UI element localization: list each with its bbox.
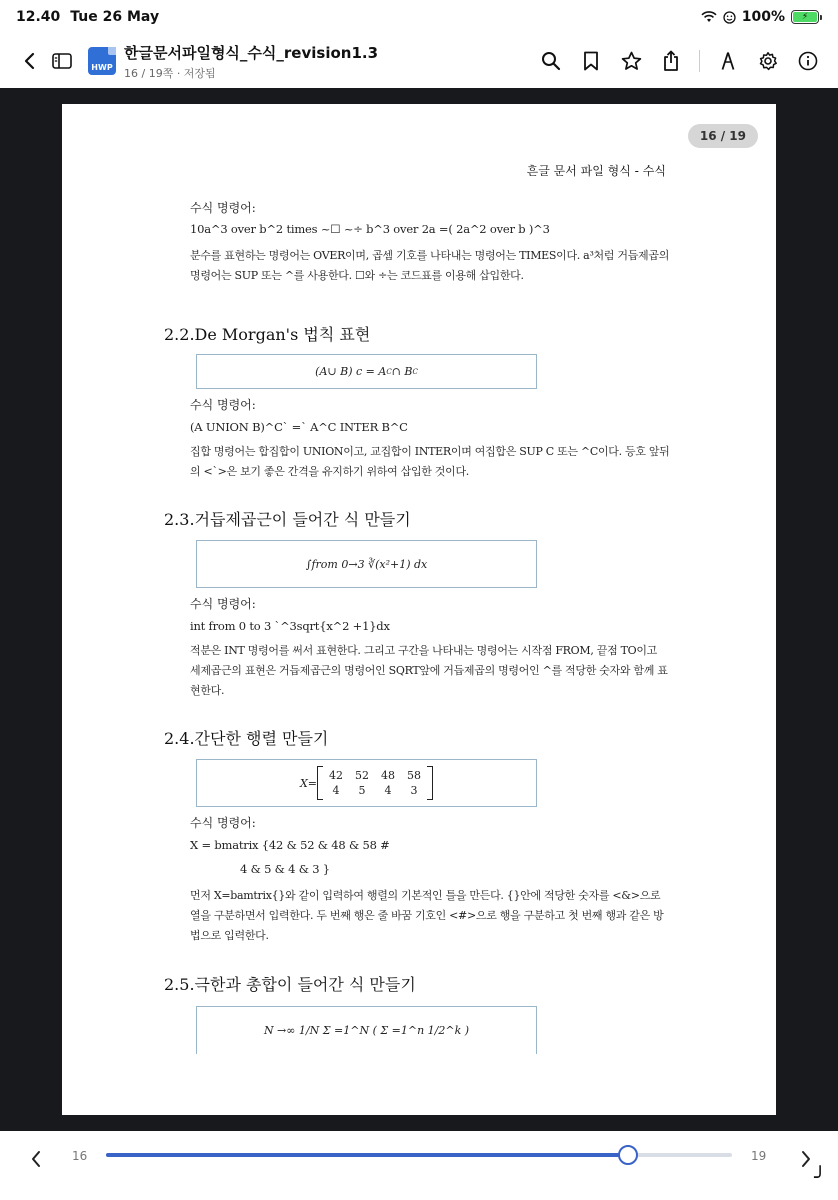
top-toolbar <box>0 34 838 88</box>
settings-button[interactable] <box>752 45 784 77</box>
back-button[interactable] <box>14 45 46 77</box>
pen-nib-icon <box>720 51 736 71</box>
toolbar-divider <box>699 50 700 72</box>
matrix-cell: 42 <box>329 769 344 782</box>
sec2-equation-sup2: C <box>412 367 418 376</box>
page-slider-fill <box>106 1153 628 1157</box>
prev-page-button[interactable] <box>20 1143 52 1175</box>
total-page-number: 19 <box>751 1149 767 1163</box>
sec5-equation-box <box>196 1006 537 1054</box>
sec4-equation-box <box>196 759 537 807</box>
battery-percent: 100% <box>741 9 785 25</box>
pen-tool-button[interactable] <box>712 45 744 77</box>
matrix-row <box>323 768 427 783</box>
sec5-heading: 2.5.극한과 총합이 들어간 식 만들기 <box>164 975 416 994</box>
matrix-cell: 52 <box>355 769 370 782</box>
sec3-label: 수식 명령어: <box>190 597 256 611</box>
sec2-description: 집합 명령어는 합집합이 UNION이고, 교집합이 INTER이며 여집합은 SUP C 또는 ^C이다. 등호 앞뒤의 <`>은 보기 좋은 간격을 유지하기 위하여 삽입한 것이다. <box>190 445 670 478</box>
page-slider[interactable] <box>106 1153 732 1157</box>
sec3-equation: ∫from 0→3 ∛(x²+1) dx <box>305 557 428 571</box>
sec1-command: 10a^3 over b^2 times ~☐ ~÷ b^3 over 2a =( 2a^2 over b )^3 <box>190 222 550 236</box>
matrix <box>317 766 433 800</box>
hwp-file-icon: HWP <box>88 47 116 75</box>
sec4-heading: 2.4.간단한 행렬 만들기 <box>164 729 329 748</box>
info-button[interactable] <box>792 45 824 77</box>
sec3-equation-box <box>196 540 537 588</box>
sec2-equation: (A∪ B) c = A <box>315 365 387 378</box>
sec2-heading: 2.2.De Morgan's 법칙 표현 <box>164 325 371 344</box>
matrix-cell: 58 <box>407 769 422 782</box>
current-page-number: 16 <box>72 1149 88 1163</box>
chevron-left-icon <box>23 52 37 70</box>
favorite-button[interactable] <box>615 45 647 77</box>
sec2-command: (A UNION B)^C` =` A^C INTER B^C <box>190 420 408 434</box>
wifi-icon <box>701 11 717 23</box>
sec4-command-line2: 4 & 5 & 4 & 3 } <box>240 862 330 876</box>
toolbar-actions <box>535 45 824 77</box>
sec1-label: 수식 명령어: <box>190 201 256 215</box>
star-icon <box>621 51 642 71</box>
info-icon <box>798 51 818 71</box>
sec2-equation-mid: ∩ B <box>391 365 413 378</box>
focus-smiley-icon <box>723 11 736 24</box>
document-viewer[interactable] <box>0 88 838 1131</box>
sec2-equation-sup1: C <box>386 367 392 376</box>
page-navigation-bar <box>0 1131 838 1200</box>
chevron-left-icon <box>30 1150 42 1168</box>
status-bar <box>0 0 838 34</box>
share-button[interactable] <box>655 45 687 77</box>
status-date: Tue 26 May <box>70 9 160 25</box>
sec2-equation-box <box>196 354 537 389</box>
search-button[interactable] <box>535 45 567 77</box>
gear-icon <box>758 51 778 71</box>
matrix-cell: 3 <box>410 784 418 797</box>
sec4-description: 먼저 X=bamtrix{}와 같이 입력하여 행렬의 기본적인 틀을 만든다. {}안에 적당한 숫자를 <&>으로 열을 구분하면서 입력한다. 두 번째 행은 줄 바꿈 기호인 <#>으로 행을 구분하고 첫 번째 행과 같은 방법으로 입력한다. <box>190 889 664 942</box>
matrix-table <box>323 768 427 798</box>
bookmark-button[interactable] <box>575 45 607 77</box>
battery-icon: ⚡ <box>791 10 822 24</box>
sec3-description: 적분은 INT 명령어를 써서 표현한다. 그리고 구간을 나타내는 명령어는 시작점 FROM, 끝점 TO이고 세제곱근의 표현은 거듭제곱근의 명령어인 SQRT앞에 거듭제곱의 명령어인 ^를 적당한 숫자와 함께 표현한다. <box>190 644 668 697</box>
matrix-cell: 5 <box>358 784 366 797</box>
document-title-block[interactable] <box>124 42 378 81</box>
matrix-cell: 48 <box>381 769 396 782</box>
sec3-heading: 2.3.거듭제곱근이 들어간 식 만들기 <box>164 510 411 529</box>
bookmark-icon <box>583 51 599 71</box>
sec5-equation: N →∞ 1/N Σ =1^N ( Σ =1^n 1/2^k ) <box>263 1024 470 1037</box>
matrix-cell: 4 <box>332 784 340 797</box>
document-title: 한글문서파일형식_수식_revision1.3 <box>124 43 379 62</box>
status-right <box>701 9 822 25</box>
document-subtitle: 16 / 19쪽 · 저장됨 <box>124 66 216 80</box>
sec4-label: 수식 명령어: <box>190 816 256 830</box>
sec3-command: int from 0 to 3 `^3sqrt{x^2 +1}dx <box>190 619 390 633</box>
search-icon <box>541 51 561 71</box>
chevron-right-icon <box>800 1150 812 1168</box>
corner-handle-icon: ╯ <box>814 1165 827 1189</box>
matrix-row <box>323 783 427 798</box>
sidebar-icon <box>52 53 72 69</box>
share-icon <box>662 50 680 72</box>
page-indicator-badge: 16 / 19 <box>688 124 758 148</box>
sec2-label: 수식 명령어: <box>190 398 256 412</box>
page-slider-thumb[interactable] <box>618 1145 638 1165</box>
sidebar-toggle-button[interactable] <box>46 45 78 77</box>
status-time: 12.40 <box>16 9 61 25</box>
document-page <box>62 104 776 1115</box>
sec4-equation-prefix: X= <box>299 776 318 790</box>
sec1-description: 분수를 표현하는 명령어는 OVER이며, 곱셈 기호를 나타내는 명령어는 TIMES이다. a³처럼 거듭제곱의 명령어는 SUP 또는 ^를 사용한다. ☐와 ÷는 코드표를 이용해 삽입한다. <box>190 249 670 282</box>
matrix-cell: 4 <box>384 784 392 797</box>
running-header: 흔글 문서 파일 형식 - 수식 <box>526 164 666 178</box>
matrix-bracket-right <box>427 766 433 800</box>
sec4-command-line1: X = bmatrix {42 & 52 & 48 & 58 # <box>190 838 390 852</box>
